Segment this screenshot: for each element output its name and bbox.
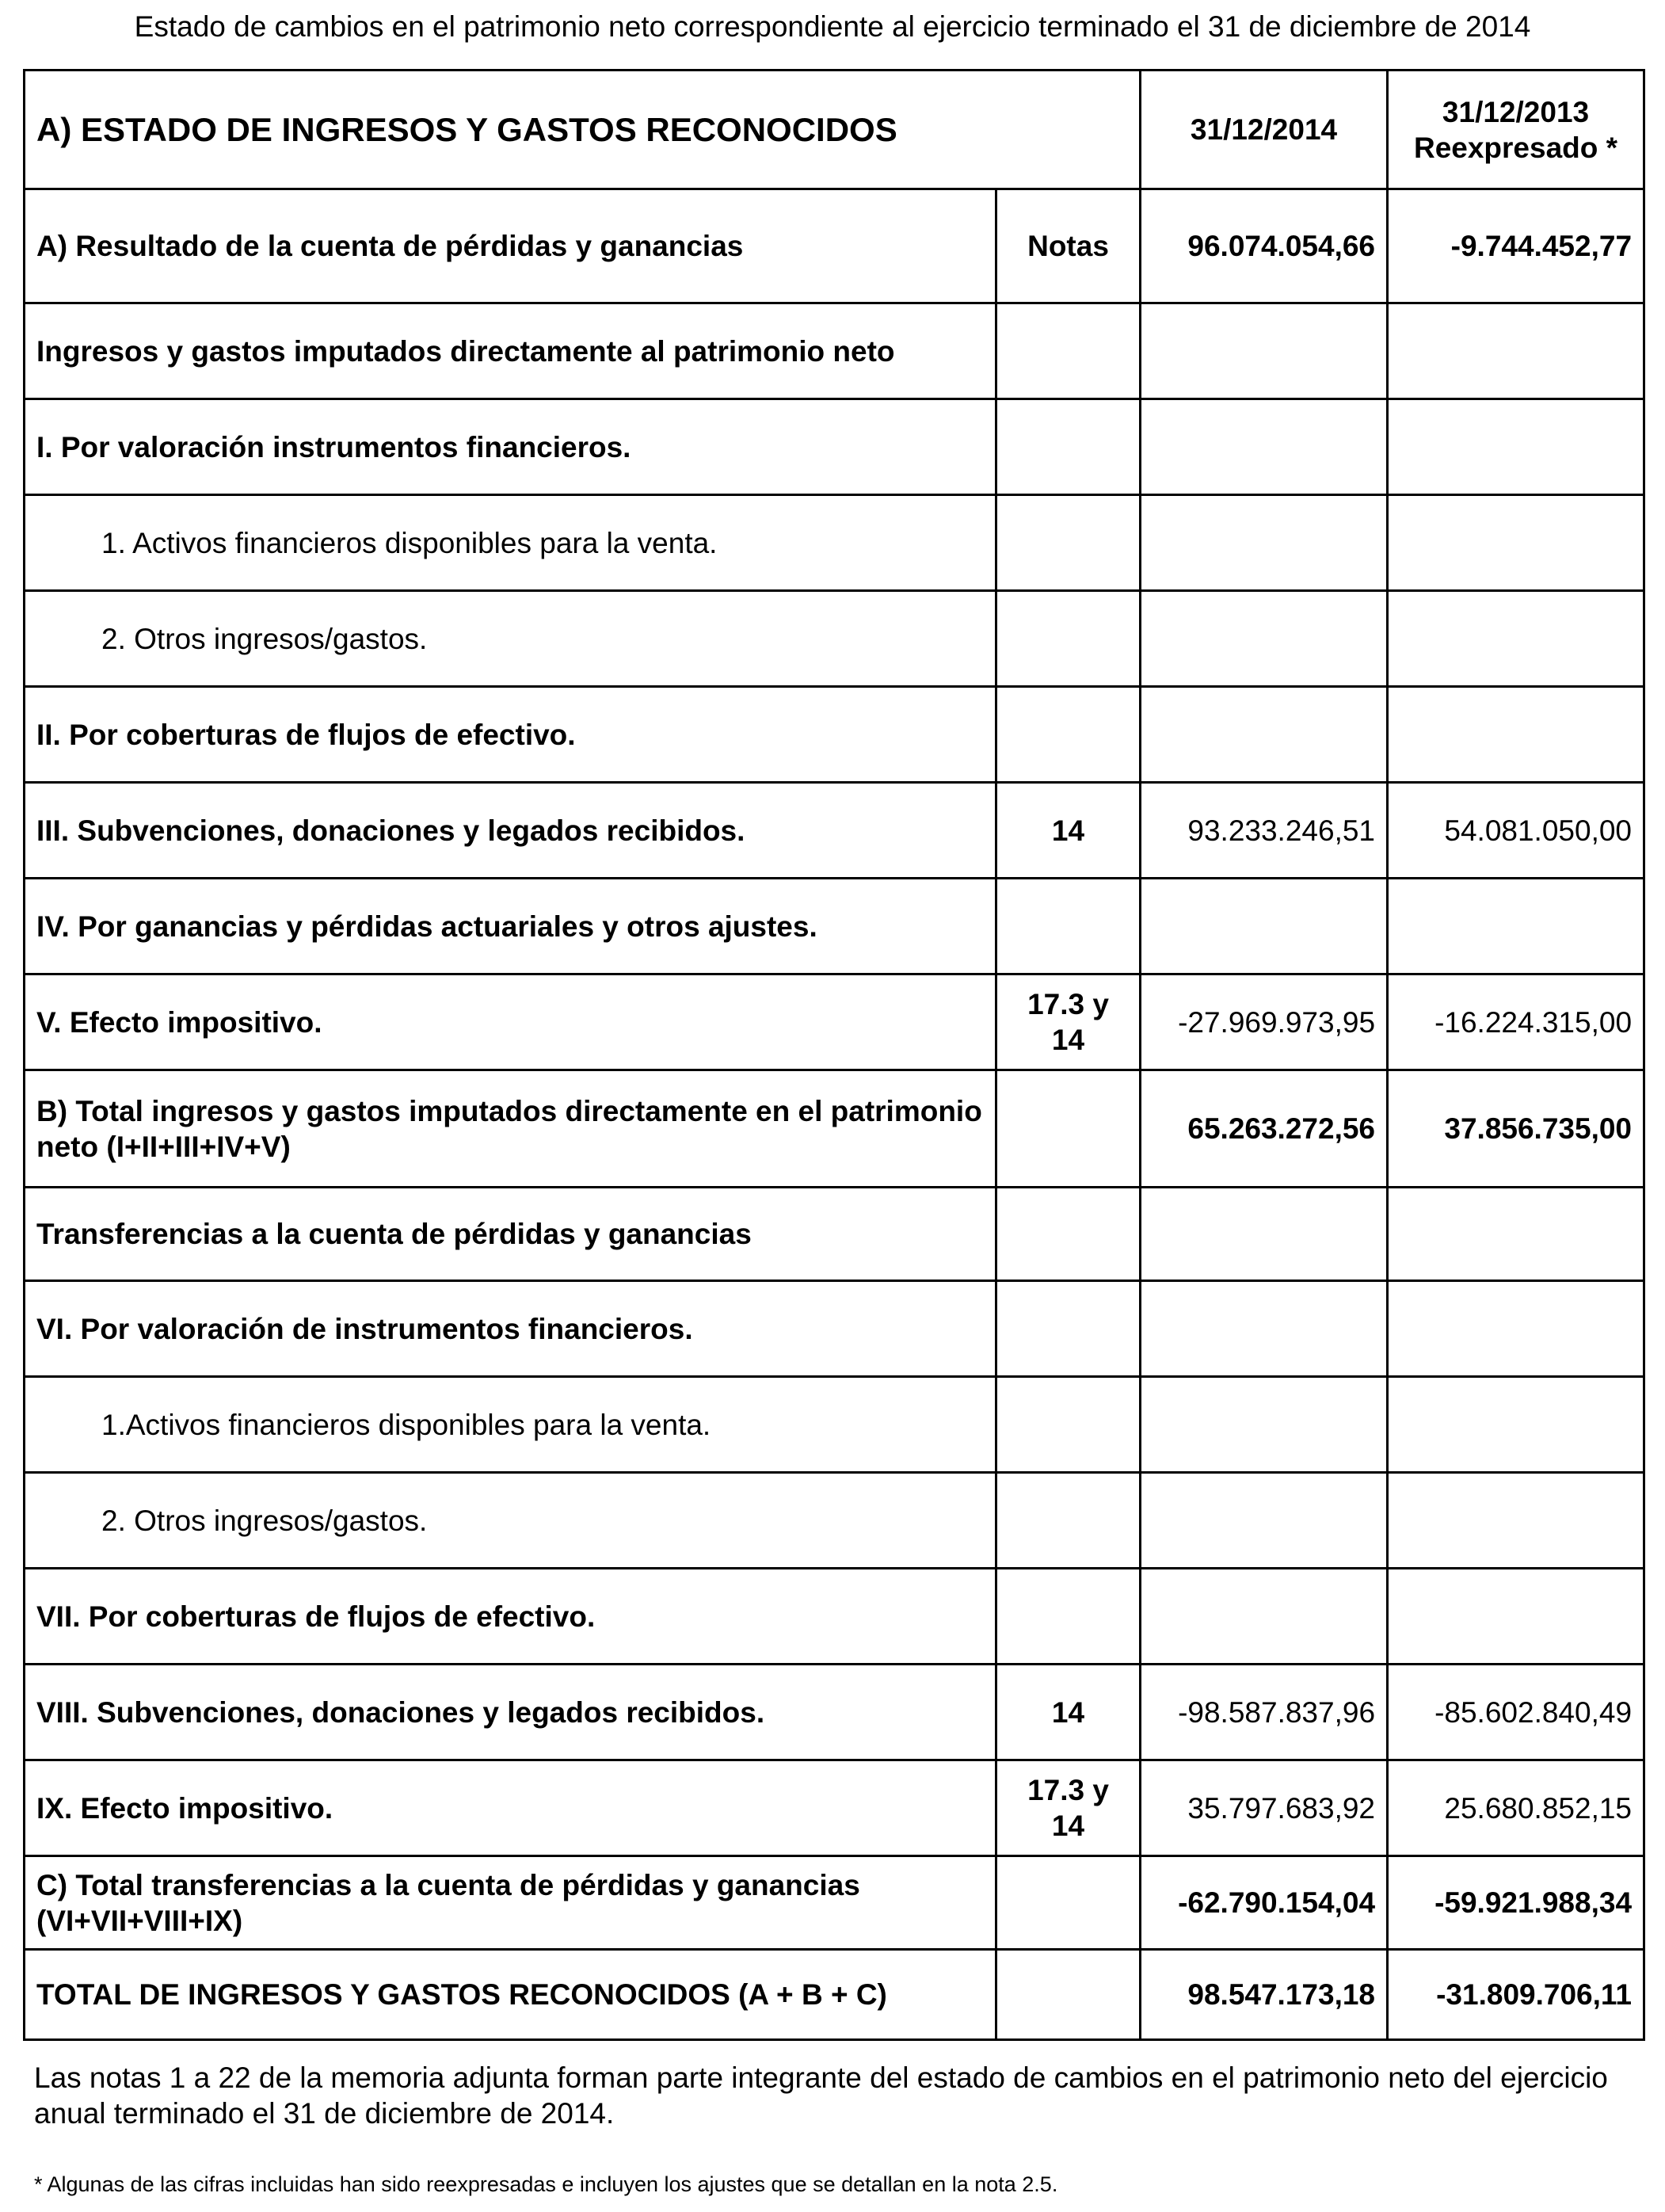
table-row — [25, 974, 1644, 1070]
row-label: 2. Otros ingresos/gastos. — [25, 1473, 996, 1569]
row-label: C) Total transferencias a la cuenta de pérdidas y ganancias (VI+VII+VIII+IX) — [25, 1856, 996, 1950]
row-notes — [996, 1188, 1141, 1281]
document-title: Estado de cambios en el patrimonio neto correspondiente al ejercicio terminado el 31 de diciembre de 2014 — [134, 10, 1531, 43]
row-label: 2. Otros ingresos/gastos. — [25, 591, 996, 687]
row-label: TOTAL DE INGRESOS Y GASTOS RECONOCIDOS (A + B + C) — [25, 1950, 996, 2040]
row-label: VI. Por valoración de instrumentos financieros. — [25, 1281, 996, 1377]
row-value-2014: -62.790.154,04 — [1141, 1856, 1388, 1950]
row-value-2014 — [1141, 1188, 1388, 1281]
row-notes: Notas — [996, 189, 1141, 303]
row-value-2013: 25.680.852,15 — [1388, 1760, 1644, 1856]
row-value-2013 — [1388, 399, 1644, 495]
table-row — [25, 1950, 1644, 2040]
row-value-2014 — [1141, 1569, 1388, 1665]
row-value-2014 — [1141, 495, 1388, 591]
row-value-2013 — [1388, 687, 1644, 783]
table-row — [25, 591, 1644, 687]
row-value-2013 — [1388, 1473, 1644, 1569]
income-expense-statement-table — [23, 69, 1645, 2041]
row-value-2014 — [1141, 1281, 1388, 1377]
row-value-2014 — [1141, 687, 1388, 783]
restatement-note: * Algunas de las cifras incluidas han sido reexpresadas e incluyen los ajustes que se detallan en la nota 2.5. — [34, 2172, 1058, 2196]
notes-footnote: Las notas 1 a 22 de la memoria adjunta forman parte integrante del estado de cambios en el patrimonio neto del ejercicio anual terminado el 31 de diciembre de 2014. — [34, 2061, 1608, 2130]
table-row — [25, 1473, 1644, 1569]
row-label: B) Total ingresos y gastos imputados directamente en el patrimonio neto (I+II+III+IV+V) — [25, 1070, 996, 1188]
table-row — [25, 189, 1644, 303]
row-value-2013: -85.602.840,49 — [1388, 1665, 1644, 1760]
row-notes — [996, 1856, 1141, 1950]
row-value-2013: -16.224.315,00 — [1388, 974, 1644, 1070]
row-value-2014: 35.797.683,92 — [1141, 1760, 1388, 1856]
row-notes — [996, 1569, 1141, 1665]
row-value-2014: 93.233.246,51 — [1141, 783, 1388, 879]
row-label: II. Por coberturas de flujos de efectivo. — [25, 687, 996, 783]
row-label: VII. Por coberturas de flujos de efectivo. — [25, 1569, 996, 1665]
row-label: 1.Activos financieros disponibles para la venta. — [25, 1377, 996, 1473]
table-row — [25, 1377, 1644, 1473]
row-value-2013: 54.081.050,00 — [1388, 783, 1644, 879]
row-notes — [996, 495, 1141, 591]
row-notes: 17.3 y 14 — [996, 1760, 1141, 1856]
row-value-2013 — [1388, 1188, 1644, 1281]
row-label: Transferencias a la cuenta de pérdidas y ganancias — [25, 1188, 996, 1281]
table-row — [25, 1569, 1644, 1665]
row-value-2013: 37.856.735,00 — [1388, 1070, 1644, 1188]
row-label: IV. Por ganancias y pérdidas actuariales y otros ajustes. — [25, 879, 996, 974]
table-row — [25, 687, 1644, 783]
row-value-2013: -59.921.988,34 — [1388, 1856, 1644, 1950]
row-notes — [996, 303, 1141, 399]
row-label: Ingresos y gastos imputados directamente al patrimonio neto — [25, 303, 996, 399]
row-value-2014 — [1141, 1377, 1388, 1473]
column-header-2014: 31/12/2014 — [1141, 71, 1388, 189]
column-header-2013-note: Reexpresado * — [1413, 131, 1618, 164]
row-label: 1. Activos financieros disponibles para la venta. — [25, 495, 996, 591]
row-value-2013 — [1388, 1281, 1644, 1377]
row-notes: 14 — [996, 1665, 1141, 1760]
row-value-2013 — [1388, 1377, 1644, 1473]
row-value-2014: 98.547.173,18 — [1141, 1950, 1388, 2040]
table-row — [25, 783, 1644, 879]
row-notes — [996, 1070, 1141, 1188]
row-notes — [996, 1377, 1141, 1473]
table-row — [25, 1281, 1644, 1377]
row-value-2013 — [1388, 495, 1644, 591]
row-value-2013 — [1388, 879, 1644, 974]
row-label: III. Subvenciones, donaciones y legados recibidos. — [25, 783, 996, 879]
row-value-2013: -9.744.452,77 — [1388, 189, 1644, 303]
row-notes — [996, 1281, 1141, 1377]
row-value-2014: 96.074.054,66 — [1141, 189, 1388, 303]
row-label: V. Efecto impositivo. — [25, 974, 996, 1070]
column-header-2013 — [1388, 71, 1644, 189]
row-notes — [996, 1950, 1141, 2040]
table-row — [25, 1188, 1644, 1281]
row-label: VIII. Subvenciones, donaciones y legados recibidos. — [25, 1665, 996, 1760]
row-value-2014 — [1141, 303, 1388, 399]
row-value-2013: -31.809.706,11 — [1388, 1950, 1644, 2040]
row-value-2014 — [1141, 879, 1388, 974]
row-notes: 14 — [996, 783, 1141, 879]
table-row — [25, 399, 1644, 495]
table-row — [25, 1070, 1644, 1188]
row-value-2014: 65.263.272,56 — [1141, 1070, 1388, 1188]
row-value-2014 — [1141, 591, 1388, 687]
row-value-2014 — [1141, 1473, 1388, 1569]
table-row — [25, 879, 1644, 974]
table-row — [25, 1665, 1644, 1760]
table-row — [25, 1856, 1644, 1950]
row-value-2013 — [1388, 591, 1644, 687]
row-value-2014 — [1141, 399, 1388, 495]
table-row — [25, 303, 1644, 399]
row-notes: 17.3 y 14 — [996, 974, 1141, 1070]
table-header-row — [25, 71, 1644, 189]
row-value-2014: -98.587.837,96 — [1141, 1665, 1388, 1760]
table-row — [25, 495, 1644, 591]
row-value-2014: -27.969.973,95 — [1141, 974, 1388, 1070]
section-title: A) ESTADO DE INGRESOS Y GASTOS RECONOCIDOS — [25, 71, 1141, 189]
row-value-2013 — [1388, 1569, 1644, 1665]
table-row — [25, 1760, 1644, 1856]
column-header-2013-date: 31/12/2013 — [1442, 95, 1590, 128]
row-notes — [996, 1473, 1141, 1569]
row-label: A) Resultado de la cuenta de pérdidas y ganancias — [25, 189, 996, 303]
row-notes — [996, 399, 1141, 495]
row-notes — [996, 591, 1141, 687]
row-value-2013 — [1388, 303, 1644, 399]
row-notes — [996, 687, 1141, 783]
row-notes — [996, 879, 1141, 974]
row-label: IX. Efecto impositivo. — [25, 1760, 996, 1856]
row-label: I. Por valoración instrumentos financieros. — [25, 399, 996, 495]
